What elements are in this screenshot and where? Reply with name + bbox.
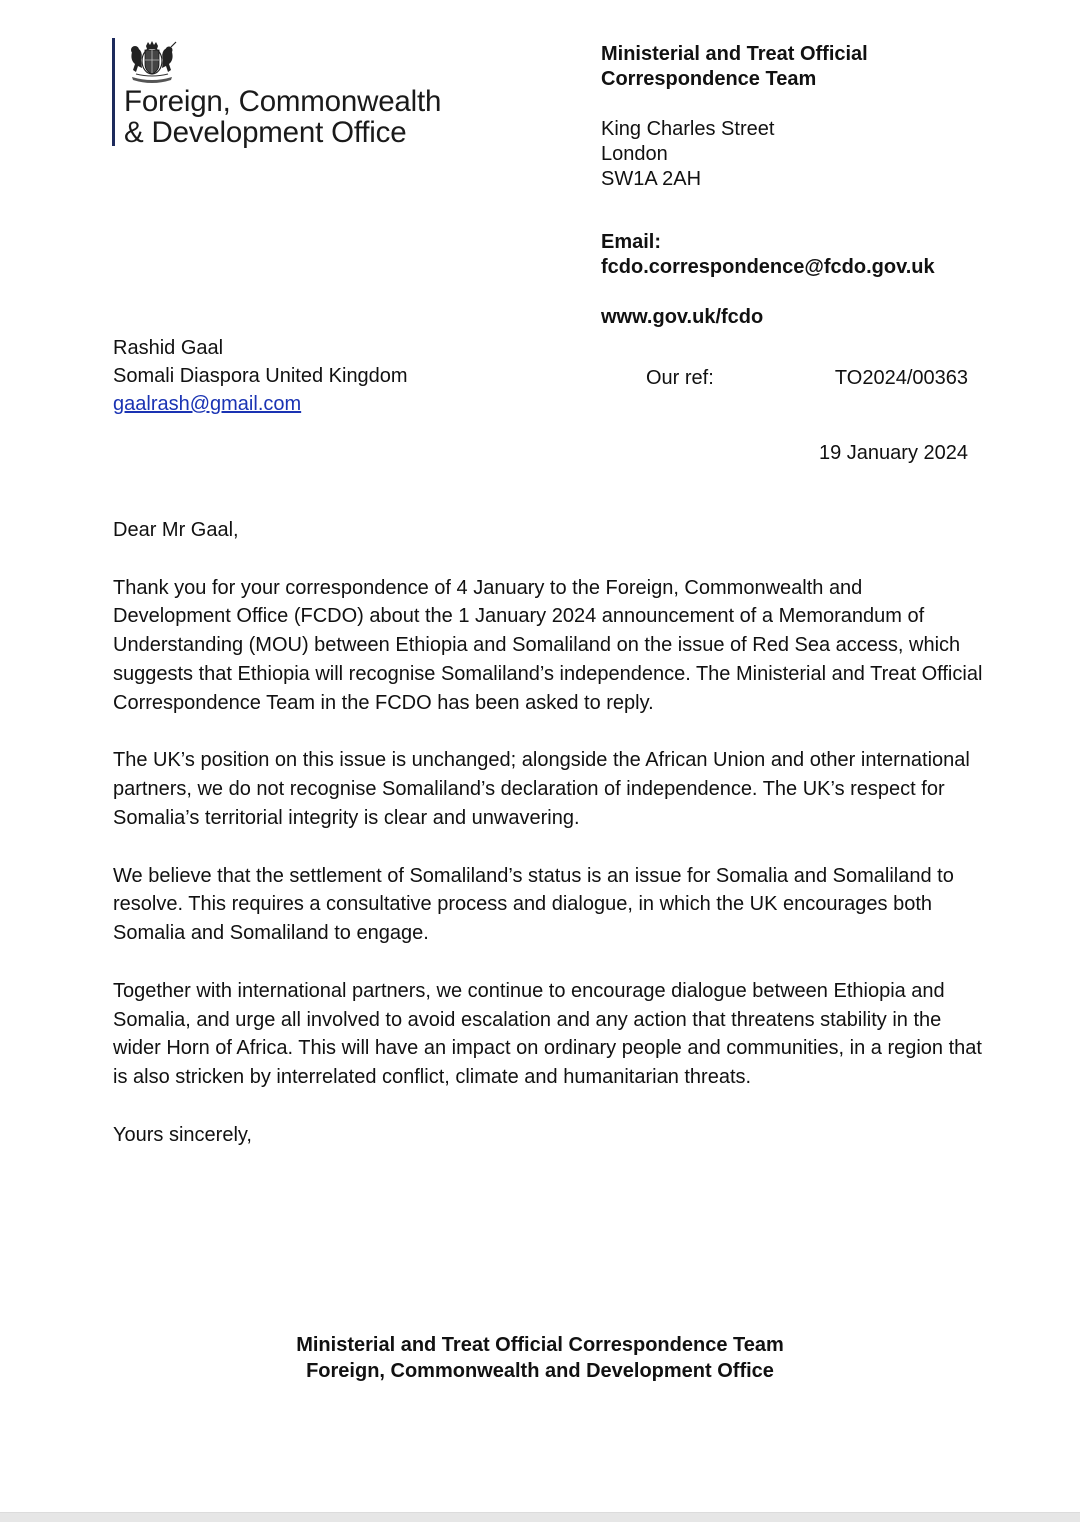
signature-line-2: Foreign, Commonwealth and Development Office (306, 1360, 774, 1382)
sender-address-postcode: SW1A 2AH (601, 168, 702, 190)
fcdo-logo (112, 38, 457, 150)
body-paragraph-4: Together with international partners, we continue to encourage dialogue between Ethiopia and Somalia, and urge all involved to avoid escalation and any action that threatens stability in the wider Horn of Africa. This will have an impact on ordinary people and communities, in a region that is also stricken by interrelated conflict, climate and humanitarian threats. (113, 979, 982, 1089)
reference-value: TO2024/00363 (834, 367, 968, 389)
sender-team-line-1: Ministerial and Treat Official (601, 43, 868, 65)
recipient-email-link[interactable]: gaalrash@gmail.com (113, 393, 302, 415)
body-paragraph-3: We believe that the settlement of Somaliland’s status is an issue for Somalia and Somaliland to resolve. This requires a consultative process and dialogue, in which the UK encourages both Somalia and Somaliland to engage. (113, 864, 954, 945)
reference-label: Our ref: (646, 367, 714, 389)
body-paragraph-2: The UK’s position on this issue is unchanged; alongside the African Union and other international partners, we do not recognise Somaliland’s declaration of independence. The UK’s respect for Somalia’s territorial integrity is clear and unwavering. (113, 749, 970, 829)
sender-team-line-2: Correspondence Team (601, 68, 817, 90)
logo-wordmark (124, 86, 441, 148)
letter-body (113, 516, 983, 1178)
signature-block (0, 1332, 1080, 1384)
recipient-block (113, 334, 408, 418)
reference-row (646, 366, 968, 391)
closing: Yours sincerely, (113, 1123, 252, 1146)
royal-coat-of-arms-icon (124, 40, 180, 84)
salutation: Dear Mr Gaal, (113, 519, 239, 541)
body-paragraph-1: Thank you for your correspondence of 4 January to the Foreign, Commonwealth and Development Office (FCDO) about the 1 January 2024 announcement of a Memorandum of Understanding (MOU) between Ethiopia and Somaliland on the issue of Red Sea access, which suggests that Ethiopia will recognise Somaliland’s independence. The Ministerial and Treat Official Correspondence Team in the FCDO has been asked to reply. (113, 576, 983, 714)
recipient-organisation: Somali Diaspora United Kingdom (113, 365, 408, 387)
sender-address-city: London (601, 143, 668, 165)
sender-block (601, 42, 935, 330)
sender-email-label: Email: (601, 231, 662, 253)
logo-line-1: Foreign, Commonwealth (124, 85, 442, 118)
sender-email[interactable]: fcdo.correspondence@fcdo.gov.uk (601, 256, 935, 278)
logo-rule (112, 38, 115, 146)
logo-line-2: & Development Office (124, 116, 407, 149)
sender-website[interactable]: www.gov.uk/fcdo (601, 306, 764, 328)
letter-date: 19 January 2024 (818, 442, 968, 464)
sender-address-street: King Charles Street (601, 118, 775, 140)
signature-line-1: Ministerial and Treat Official Correspondence Team (296, 1334, 784, 1356)
recipient-name: Rashid Gaal (113, 337, 224, 359)
